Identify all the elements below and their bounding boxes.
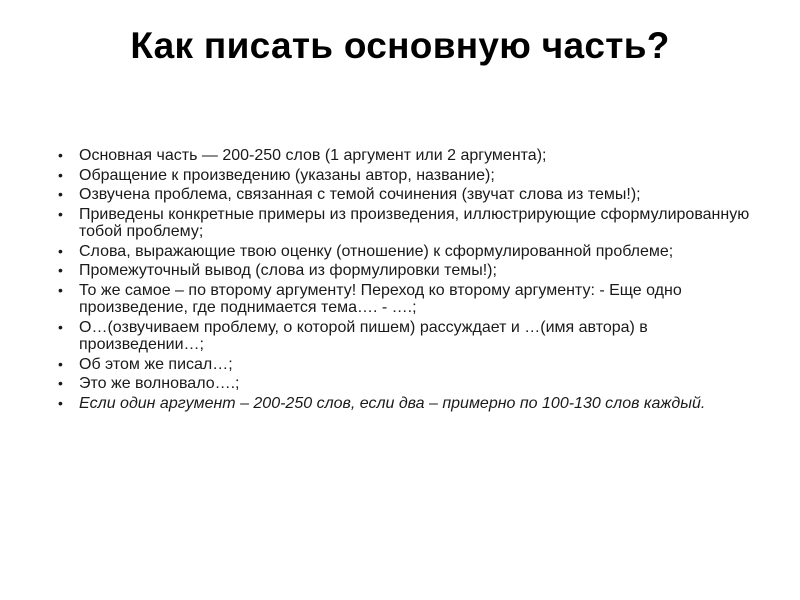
bullet-icon: • <box>58 375 63 391</box>
list-item-text: Основная часть — 200-250 слов (1 аргумент или 2 аргумента); <box>79 147 547 164</box>
list-item-text: Это же волновало….; <box>79 375 240 392</box>
list-item-text: Промежуточный вывод (слова из формулировки темы!); <box>79 262 497 279</box>
list-item <box>58 147 758 165</box>
list-item <box>58 262 758 280</box>
list-item <box>58 375 758 393</box>
list-item <box>58 243 758 261</box>
bullet-icon: • <box>58 355 63 372</box>
list-item-text: Если один аргумент – 200-250 слов, если два – примерно по 100-130 слов каждый. <box>79 394 706 412</box>
bullet-icon: • <box>58 147 63 163</box>
list-item-text: Озвучена проблема, связанная с темой сочинения (звучат слова из темы!); <box>79 186 641 203</box>
bullet-icon: • <box>58 281 63 298</box>
list-item-text: То же самое – по второму аргументу! Переход ко второму аргументу: - Еще одно произведение, где поднимается тема…. - ….; <box>79 281 682 316</box>
bullet-icon: • <box>58 262 63 278</box>
list-item <box>58 282 758 317</box>
list-item <box>58 206 758 241</box>
bullet-icon: • <box>58 242 63 259</box>
list-item <box>58 167 758 185</box>
bullet-icon: • <box>58 394 63 411</box>
list-item-text: Обращение к произведению (указаны автор, название); <box>79 166 495 184</box>
bullet-list <box>58 147 758 414</box>
list-item-text: О…(озвучиваем проблему, о которой пишем) рассуждает и …(имя автора) в произведении…; <box>79 318 648 353</box>
list-item-text: Слова, выражающие твою оценку (отношение) к сформулированной проблеме; <box>79 242 674 260</box>
slide-title: Как писать основную часть? <box>130 25 670 66</box>
list-item <box>58 186 758 204</box>
list-item <box>58 356 758 374</box>
bullet-icon: • <box>58 205 63 222</box>
list-item-text: Приведены конкретные примеры из произведения, иллюстрирующие сформулированную тобой проблему; <box>79 205 750 240</box>
list-item-text: Об этом же писал…; <box>79 355 233 373</box>
list-item-summary <box>58 395 758 413</box>
bullet-icon: • <box>58 186 63 202</box>
list-item <box>58 319 758 354</box>
bullet-icon: • <box>58 166 63 183</box>
bullet-icon: • <box>58 318 63 335</box>
